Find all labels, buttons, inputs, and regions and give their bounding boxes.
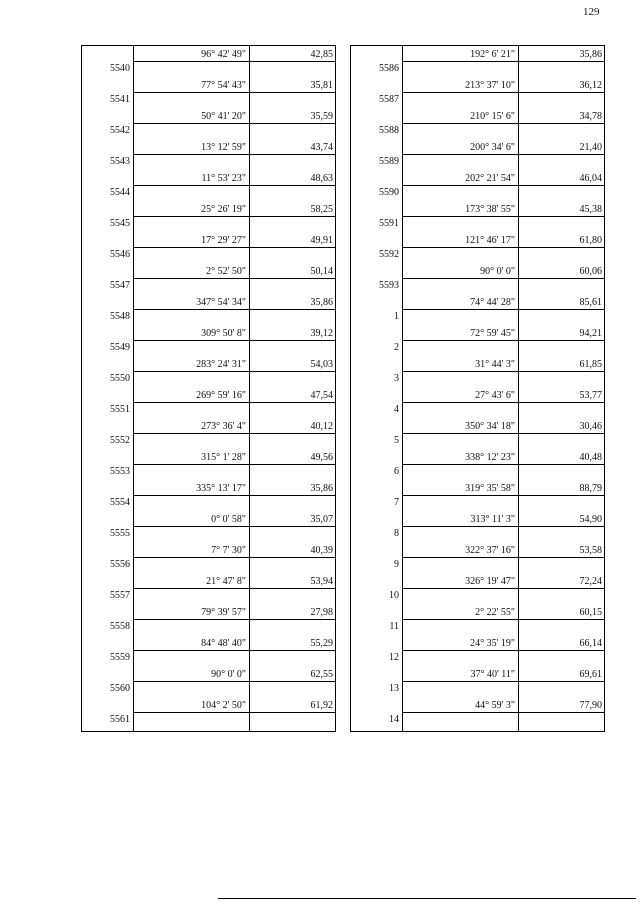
distance-cell: 50,14 [310, 266, 333, 277]
distance-cell: 54,03 [310, 359, 333, 370]
point-number-cell: 5586 [379, 63, 399, 74]
angle-cell: 50° 41' 20" [201, 111, 246, 122]
angle-cell: 173° 38' 55" [465, 204, 515, 215]
table-row [82, 697, 335, 728]
point-number-cell: 14 [389, 714, 399, 725]
distance-cell: 72,24 [579, 576, 602, 587]
row-separator [133, 61, 335, 62]
distance-cell: 49,56 [310, 452, 333, 463]
point-number-cell: 5592 [379, 249, 399, 260]
angle-cell: 309° 50' 8" [201, 328, 246, 339]
distance-cell: 35,81 [310, 80, 333, 91]
distance-cell: 58,25 [310, 204, 333, 215]
table-row [351, 356, 604, 387]
table-row [82, 263, 335, 294]
distance-cell: 35,86 [310, 483, 333, 494]
distance-cell: 30,46 [579, 421, 602, 432]
point-number-cell: 5545 [110, 218, 130, 229]
table-row [351, 387, 604, 418]
point-number-cell: 5591 [379, 218, 399, 229]
table-row [351, 666, 604, 697]
angle-cell: 27° 43' 6" [475, 390, 515, 401]
angle-cell: 24° 35' 19" [470, 638, 515, 649]
table-row [82, 170, 335, 201]
row-separator [402, 371, 604, 372]
row-separator [402, 123, 604, 124]
row-separator [133, 247, 335, 248]
angle-cell: 72° 59' 45" [470, 328, 515, 339]
table-row [351, 170, 604, 201]
table-row [351, 201, 604, 232]
row-separator [133, 340, 335, 341]
row-separator [402, 340, 604, 341]
point-number-cell: 5550 [110, 373, 130, 384]
angle-cell: 2° 52' 50" [206, 266, 246, 277]
row-separator [402, 185, 604, 186]
point-number-cell: 2 [394, 342, 399, 353]
point-number-cell: 6 [394, 466, 399, 477]
point-number-cell: 5541 [110, 94, 130, 105]
row-separator [133, 185, 335, 186]
table-row [82, 108, 335, 139]
angle-cell: 79° 39' 57" [201, 607, 246, 618]
row-separator [402, 557, 604, 558]
point-number-cell: 10 [389, 590, 399, 601]
table-row [351, 46, 604, 77]
table-row [351, 511, 604, 542]
row-separator [402, 464, 604, 465]
distance-cell: 39,12 [310, 328, 333, 339]
point-number-cell: 8 [394, 528, 399, 539]
row-separator [133, 650, 335, 651]
row-separator [133, 681, 335, 682]
point-number-cell: 5540 [110, 63, 130, 74]
angle-cell: 104° 2' 50" [201, 700, 246, 711]
row-separator [402, 526, 604, 527]
table-row [351, 449, 604, 480]
row-separator [402, 712, 604, 713]
table-row [82, 387, 335, 418]
row-separator [133, 557, 335, 558]
table-row [82, 418, 335, 449]
row-separator [133, 619, 335, 620]
row-separator [402, 495, 604, 496]
point-number-cell: 5549 [110, 342, 130, 353]
point-number-cell: 5546 [110, 249, 130, 260]
row-separator [402, 216, 604, 217]
point-number-cell: 12 [389, 652, 399, 663]
point-number-cell: 1 [394, 311, 399, 322]
point-number-cell: 5588 [379, 125, 399, 136]
table-row [82, 46, 335, 77]
table-row [351, 635, 604, 666]
distance-cell: 43,74 [310, 142, 333, 153]
table-row [82, 232, 335, 263]
table-row [82, 480, 335, 511]
distance-cell: 40,48 [579, 452, 602, 463]
table-row [351, 325, 604, 356]
point-number-cell: 5543 [110, 156, 130, 167]
row-separator [133, 712, 335, 713]
distance-cell: 35,86 [579, 49, 602, 60]
table-row [351, 232, 604, 263]
point-number-cell: 5560 [110, 683, 130, 694]
point-number-cell: 5587 [379, 94, 399, 105]
point-number-cell: 5548 [110, 311, 130, 322]
point-number-cell: 5553 [110, 466, 130, 477]
angle-cell: 326° 19' 47" [465, 576, 515, 587]
distance-cell: 34,78 [579, 111, 602, 122]
table-row [82, 604, 335, 635]
row-separator [402, 588, 604, 589]
table-row [82, 294, 335, 325]
distance-cell: 60,06 [579, 266, 602, 277]
angle-cell: 84° 48' 40" [201, 638, 246, 649]
row-separator [402, 650, 604, 651]
table-row [351, 263, 604, 294]
point-number-cell: 9 [394, 559, 399, 570]
point-number-cell: 5556 [110, 559, 130, 570]
row-separator [133, 154, 335, 155]
table-row [82, 511, 335, 542]
distance-cell: 88,79 [579, 483, 602, 494]
row-separator [133, 495, 335, 496]
angle-cell: 44° 59' 3" [475, 700, 515, 711]
right-coordinates-table [350, 45, 605, 732]
row-separator [402, 619, 604, 620]
angle-cell: 273° 36' 4" [201, 421, 246, 432]
point-number-cell: 5559 [110, 652, 130, 663]
distance-cell: 42,85 [310, 49, 333, 60]
angle-cell: 21° 47' 8" [206, 576, 246, 587]
table-row [82, 139, 335, 170]
row-separator [402, 433, 604, 434]
distance-cell: 66,14 [579, 638, 602, 649]
distance-cell: 35,59 [310, 111, 333, 122]
angle-cell: 0° 0' 58" [211, 514, 246, 525]
distance-cell: 40,12 [310, 421, 333, 432]
row-separator [402, 309, 604, 310]
angle-cell: 90° 0' 0" [480, 266, 515, 277]
point-number-cell: 11 [389, 621, 399, 632]
point-number-cell: 5590 [379, 187, 399, 198]
table-row [351, 418, 604, 449]
angle-cell: 90° 0' 0" [211, 669, 246, 680]
distance-cell: 45,38 [579, 204, 602, 215]
distance-cell: 53,94 [310, 576, 333, 587]
row-separator [133, 216, 335, 217]
angle-cell: 192° 6' 21" [470, 49, 515, 60]
row-separator [133, 123, 335, 124]
angle-cell: 2° 22' 55" [475, 607, 515, 618]
row-separator [402, 402, 604, 403]
row-separator [133, 402, 335, 403]
point-number-cell: 5593 [379, 280, 399, 291]
row-separator [133, 526, 335, 527]
table-row [351, 542, 604, 573]
distance-cell: 40,39 [310, 545, 333, 556]
table-row [82, 201, 335, 232]
table-row [351, 108, 604, 139]
point-number-cell: 5 [394, 435, 399, 446]
angle-cell: 13° 12' 59" [201, 142, 246, 153]
distance-cell: 94,21 [579, 328, 602, 339]
distance-cell: 53,58 [579, 545, 602, 556]
point-number-cell: 5542 [110, 125, 130, 136]
distance-cell: 27,98 [310, 607, 333, 618]
table-row [82, 666, 335, 697]
distance-cell: 69,61 [579, 669, 602, 680]
angle-cell: 31° 44' 3" [475, 359, 515, 370]
distance-cell: 35,07 [310, 514, 333, 525]
table-row [351, 604, 604, 635]
row-separator [402, 154, 604, 155]
row-separator [133, 371, 335, 372]
distance-cell: 47,54 [310, 390, 333, 401]
point-number-cell: 5555 [110, 528, 130, 539]
row-separator [133, 464, 335, 465]
point-number-cell: 5552 [110, 435, 130, 446]
row-separator [133, 92, 335, 93]
point-number-cell: 5589 [379, 156, 399, 167]
table-row [351, 697, 604, 728]
table-row [82, 635, 335, 666]
angle-cell: 283° 24' 31" [196, 359, 246, 370]
distance-cell: 61,85 [579, 359, 602, 370]
table-row [82, 449, 335, 480]
point-number-cell: 13 [389, 683, 399, 694]
angle-cell: 319° 35' 58" [465, 483, 515, 494]
table-row [82, 325, 335, 356]
angle-cell: 350° 34' 18" [465, 421, 515, 432]
angle-cell: 210° 15' 6" [470, 111, 515, 122]
distance-cell: 85,61 [579, 297, 602, 308]
table-row [82, 573, 335, 604]
point-number-cell: 5547 [110, 280, 130, 291]
distance-cell: 61,92 [310, 700, 333, 711]
point-number-cell: 4 [394, 404, 399, 415]
row-separator [402, 278, 604, 279]
angle-cell: 200° 34' 6" [470, 142, 515, 153]
point-number-cell: 5561 [110, 714, 130, 725]
table-row [351, 480, 604, 511]
table-row [82, 77, 335, 108]
table-row [351, 294, 604, 325]
distance-cell: 62,55 [310, 669, 333, 680]
row-separator [402, 681, 604, 682]
angle-cell: 315° 1' 28" [201, 452, 246, 463]
row-separator [133, 309, 335, 310]
distance-cell: 48,63 [310, 173, 333, 184]
angle-cell: 96° 42' 49" [201, 49, 246, 60]
row-separator [402, 92, 604, 93]
distance-cell: 49,91 [310, 235, 333, 246]
angle-cell: 77° 54' 43" [201, 80, 246, 91]
row-separator [402, 61, 604, 62]
row-separator [133, 588, 335, 589]
left-coordinates-table [81, 45, 336, 732]
table-row [82, 356, 335, 387]
distance-cell: 46,04 [579, 173, 602, 184]
angle-cell: 121° 46' 17" [465, 235, 515, 246]
row-separator [402, 247, 604, 248]
table-row [351, 573, 604, 604]
angle-cell: 213° 37' 10" [465, 80, 515, 91]
angle-cell: 335° 13' 17" [196, 483, 246, 494]
page-number: 129 [583, 6, 600, 18]
distance-cell: 60,15 [579, 607, 602, 618]
angle-cell: 11° 53' 23" [201, 173, 246, 184]
angle-cell: 202° 21' 54" [465, 173, 515, 184]
point-number-cell: 5544 [110, 187, 130, 198]
footer-rule [218, 898, 636, 899]
distance-cell: 53,77 [579, 390, 602, 401]
distance-cell: 61,80 [579, 235, 602, 246]
angle-cell: 347° 54' 34" [196, 297, 246, 308]
table-row [82, 542, 335, 573]
angle-cell: 17° 29' 27" [201, 235, 246, 246]
distance-cell: 35,86 [310, 297, 333, 308]
point-number-cell: 3 [394, 373, 399, 384]
angle-cell: 322° 37' 16" [465, 545, 515, 556]
distance-cell: 21,40 [579, 142, 602, 153]
angle-cell: 25° 26' 19" [201, 204, 246, 215]
distance-cell: 77,90 [579, 700, 602, 711]
point-number-cell: 5551 [110, 404, 130, 415]
table-row [351, 77, 604, 108]
angle-cell: 338° 12' 23" [465, 452, 515, 463]
angle-cell: 313° 11' 3" [470, 514, 515, 525]
distance-cell: 55,29 [310, 638, 333, 649]
angle-cell: 37° 40' 11" [470, 669, 515, 680]
distance-cell: 54,90 [579, 514, 602, 525]
angle-cell: 7° 7' 30" [211, 545, 246, 556]
point-number-cell: 5557 [110, 590, 130, 601]
table-row [351, 139, 604, 170]
distance-cell: 36,12 [579, 80, 602, 91]
row-separator [133, 278, 335, 279]
angle-cell: 74° 44' 28" [470, 297, 515, 308]
row-separator [133, 433, 335, 434]
angle-cell: 269° 59' 16" [196, 390, 246, 401]
point-number-cell: 5558 [110, 621, 130, 632]
point-number-cell: 7 [394, 497, 399, 508]
point-number-cell: 5554 [110, 497, 130, 508]
